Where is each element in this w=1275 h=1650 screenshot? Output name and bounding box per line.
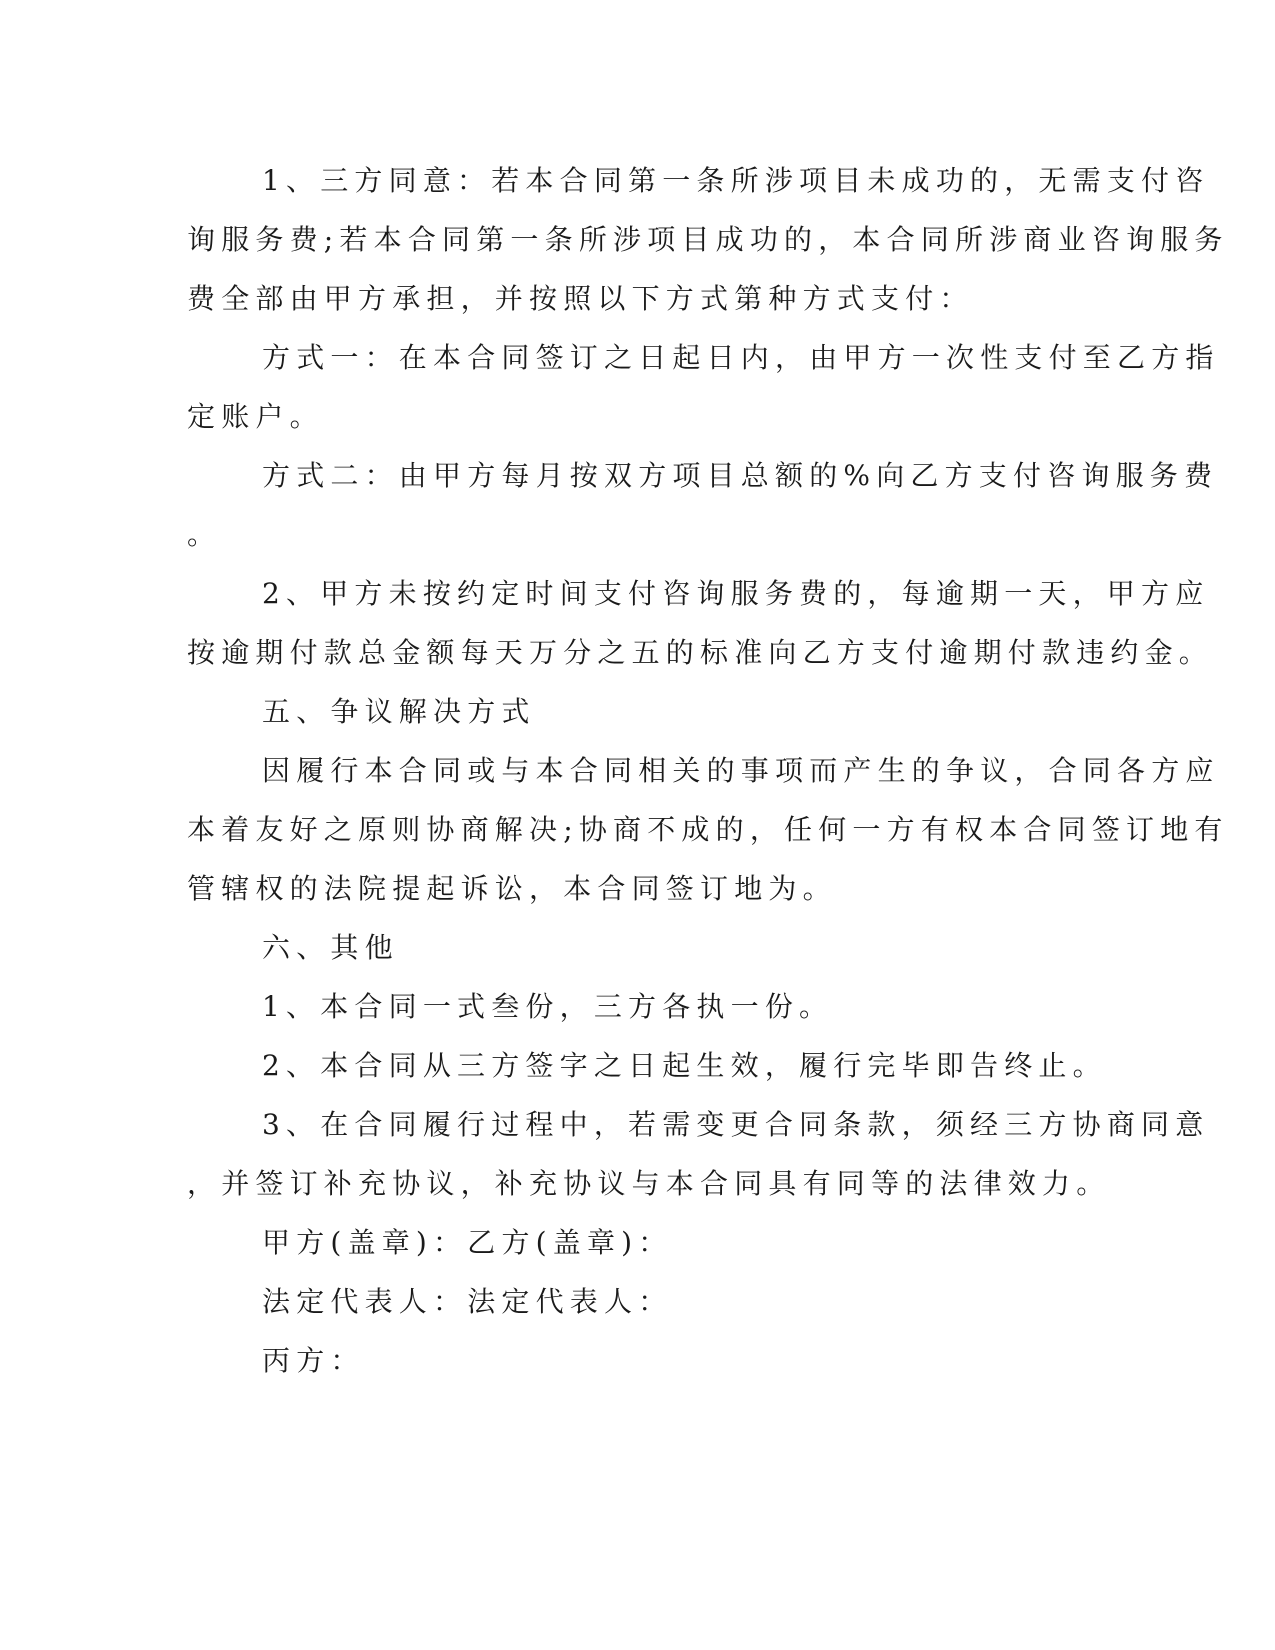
text-line-12: 本着友好之原则协商解决;协商不成的，任何一方有权本合同签订地有 (187, 813, 1229, 846)
text-line-3: 费全部由甲方承担，并按照以下方式第种方式支付： (187, 282, 974, 315)
text-line-16: 2、本合同从三方签字之日起生效，履行完毕即告终止。 (262, 1049, 1107, 1082)
text-line-15: 1、本合同一式叁份，三方各执一份。 (262, 990, 834, 1023)
text-line-1: 1、三方同意：若本合同第一条所涉项目未成功的，无需支付咨 (262, 164, 1210, 197)
text-line-13: 管辖权的法院提起诉讼，本合同签订地为。 (187, 872, 837, 905)
text-line-11: 因履行本合同或与本合同相关的事项而产生的争议，合同各方应 (262, 754, 1220, 787)
section-heading-other: 六、其他 (262, 931, 399, 964)
text-line-7: 。 (187, 518, 222, 551)
text-line-18: ，并签订补充协议，补充协议与本合同具有同等的法律效力。 (187, 1167, 1111, 1200)
text-line-9: 按逾期付款总金额每天万分之五的标准向乙方支付逾期付款违约金。 (187, 636, 1214, 669)
section-heading-dispute: 五、争议解决方式 (262, 695, 536, 728)
text-line-17: 3、在合同履行过程中，若需变更合同条款，须经三方协商同意 (262, 1108, 1210, 1141)
text-line-8: 2、甲方未按约定时间支付咨询服务费的，每逾期一天，甲方应 (262, 577, 1210, 610)
text-line-5: 定账户。 (187, 400, 324, 433)
text-line-4: 方式一：在本合同签订之日起日内，由甲方一次性支付至乙方指 (262, 341, 1220, 374)
signature-party-c: 丙方： (262, 1344, 365, 1377)
signature-legal-rep: 法定代表人：法定代表人： (262, 1285, 673, 1318)
text-line-2: 询服务费;若本合同第一条所涉项目成功的，本合同所涉商业咨询服务 (187, 223, 1229, 256)
text-line-6: 方式二：由甲方每月按双方项目总额的%向乙方支付咨询服务费 (262, 459, 1219, 492)
signature-party-a-b: 甲方(盖章)：乙方(盖章)： (262, 1226, 673, 1259)
